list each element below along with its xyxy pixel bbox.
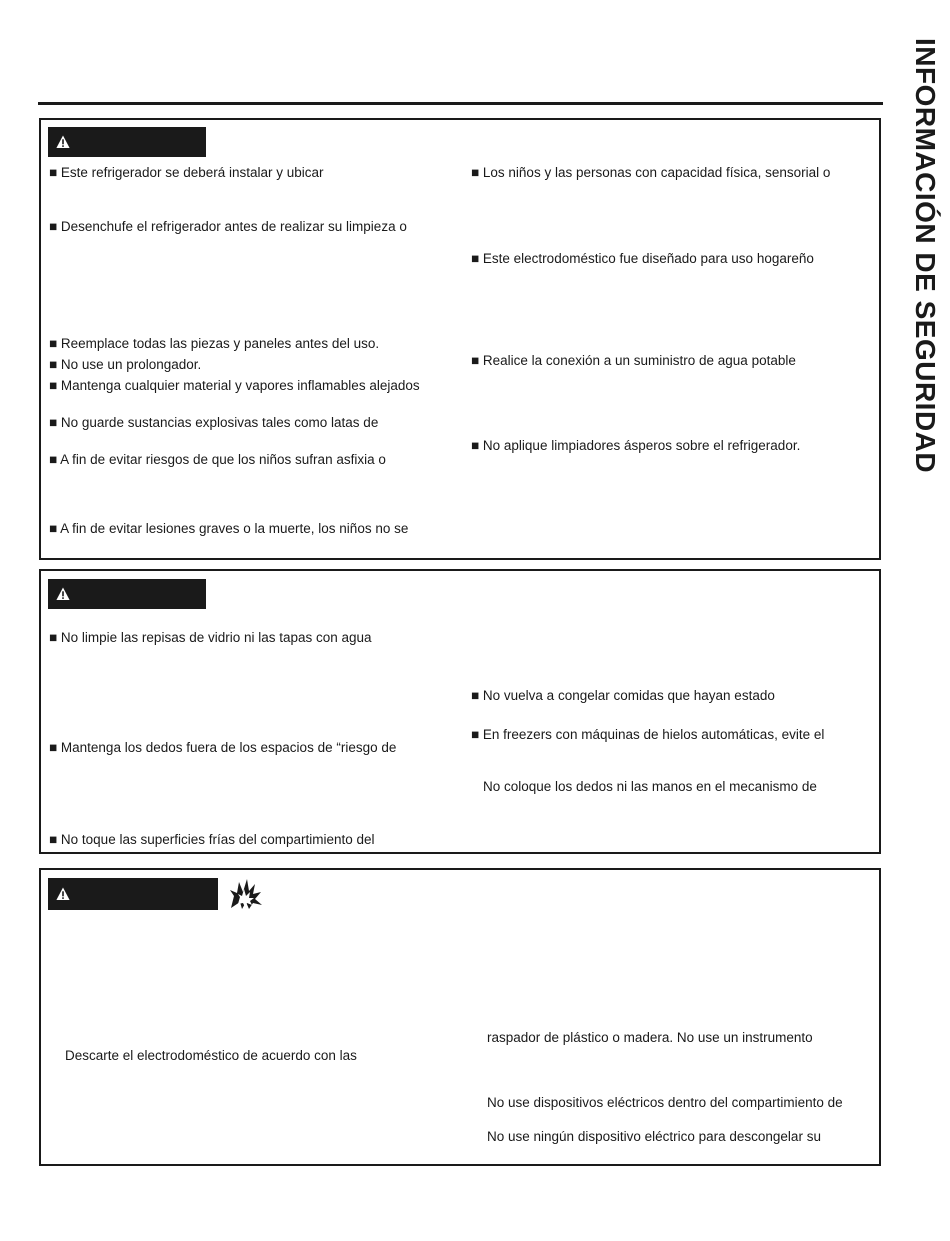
- header-rule: [38, 102, 883, 105]
- side-title: INFORMACIÓN DE SEGURIDAD: [910, 38, 941, 474]
- warning-box-general: [39, 118, 881, 560]
- explosion-icon: [229, 878, 263, 910]
- list-item: No use dispositivos eléctricos dentro del compartimiento de: [487, 1095, 843, 1110]
- list-item: ■ Este refrigerador se deberá instalar y ubicar: [49, 165, 324, 180]
- list-item: ■ No guarde sustancias explosivas tales como latas de: [49, 415, 379, 430]
- warning-label-bar: [48, 878, 218, 910]
- list-item: ■ Los niños y las personas con capacidad física, sensorial o: [471, 165, 831, 180]
- list-item: ■ A fin de evitar riesgos de que los niños sufran asfixia o: [49, 452, 386, 467]
- explosion-warning-box: [39, 868, 881, 1166]
- list-item: ■ No vuelva a congelar comidas que hayan estado: [471, 688, 775, 703]
- list-item: ■ En freezers con máquinas de hielos automáticas, evite el: [471, 727, 825, 742]
- list-item: ■ Desenchufe el refrigerador antes de realizar su limpieza o: [49, 219, 407, 234]
- warning-triangle-icon: [56, 887, 70, 901]
- caution-box: [39, 569, 881, 854]
- warning-triangle-icon: [56, 587, 70, 601]
- list-item: ■ Este electrodoméstico fue diseñado para uso hogareño: [471, 251, 814, 266]
- list-item: ■ Mantenga cualquier material y vapores inflamables alejados: [49, 378, 420, 393]
- list-item: ■ Reemplace todas las piezas y paneles antes del uso.: [49, 336, 380, 351]
- list-item: No coloque los dedos ni las manos en el mecanismo de: [483, 779, 817, 794]
- list-item: ■ No toque las superficies frías del compartimiento del: [49, 832, 375, 847]
- list-item: ■ Realice la conexión a un suministro de agua potable: [471, 353, 796, 368]
- list-item: ■ Mantenga los dedos fuera de los espacios de “riesgo de: [49, 740, 397, 755]
- list-item: ■ A fin de evitar lesiones graves o la muerte, los niños no se: [49, 521, 409, 536]
- list-item: raspador de plástico o madera. No use un instrumento: [487, 1030, 813, 1045]
- caution-label-bar: [48, 579, 206, 609]
- list-item: ■ No use un prolongador.: [49, 357, 202, 372]
- list-item: No use ningún dispositivo eléctrico para descongelar su: [487, 1129, 821, 1144]
- list-item: ■ No limpie las repisas de vidrio ni las tapas con agua: [49, 630, 372, 645]
- list-item: Descarte el electrodoméstico de acuerdo con las: [65, 1048, 357, 1063]
- warning-triangle-icon: [56, 135, 70, 149]
- warning-label-bar: [48, 127, 206, 157]
- list-item: ■ No aplique limpiadores ásperos sobre el refrigerador.: [471, 438, 801, 453]
